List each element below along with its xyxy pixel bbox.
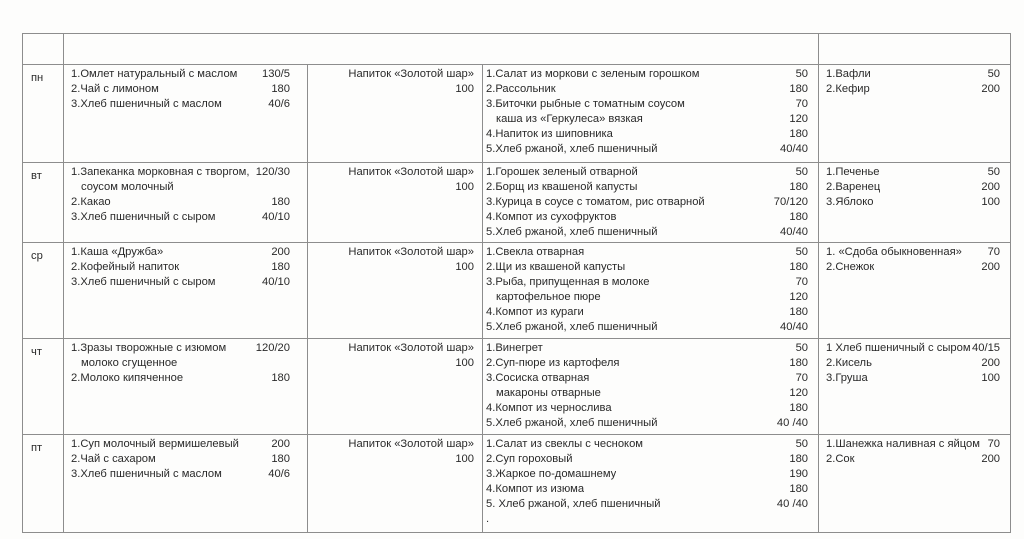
lunch-cell: [483, 65, 819, 163]
day-row: [23, 243, 1011, 339]
menu-item: [483, 482, 818, 497]
menu-item: [483, 225, 818, 240]
dish-name: 2.Чай с лимоном: [71, 83, 159, 95]
menu-item: [819, 341, 1010, 356]
dish-name: 2.Кисель: [826, 357, 872, 369]
menu-item: [483, 467, 818, 482]
dish-name: 2.Варенец: [826, 181, 881, 193]
menu-item: [483, 401, 818, 416]
dish-portion: 70: [795, 98, 809, 110]
dish-portion: 200: [271, 438, 290, 450]
menu-item: [483, 127, 818, 142]
menu-item: [819, 82, 1010, 97]
dish-name: 2.Сок: [826, 453, 855, 465]
dish-portion: 40/15: [972, 342, 1001, 354]
dish-portion: 50: [987, 68, 1001, 80]
dish-portion: 40/10: [262, 276, 290, 288]
dish-portion: 180: [271, 83, 290, 95]
snack-cell: [308, 65, 483, 163]
snack-name: Напиток «Золотой шар»: [348, 342, 474, 354]
day-label: чт: [23, 339, 64, 435]
menu-item: [483, 356, 818, 371]
dish-portion: 180: [271, 372, 290, 384]
dish-name: 3.Хлеб пшеничный с маслом: [71, 468, 222, 480]
dish-name: 5. Хлеб ржаной, хлеб пшеничный: [486, 498, 661, 510]
dish-name: 2.Молоко кипяченное: [71, 372, 184, 384]
snack-name: Напиток «Золотой шар»: [348, 246, 474, 258]
dish-portion: 40/6: [268, 468, 290, 480]
dish-name: 1.Салат из моркови с зеленым горошком: [486, 68, 700, 80]
dish-name: 4.Компот из сухофруктов: [486, 211, 617, 223]
dish-name: 1.Суп молочный вермишелевый: [71, 438, 239, 450]
snack-name: Напиток «Золотой шар»: [348, 68, 474, 80]
dish-portion: 120: [789, 387, 809, 399]
menu-item: [483, 497, 818, 512]
dish-name: 4.Напиток из шиповника: [486, 128, 613, 140]
menu-item: [483, 165, 818, 180]
dish-name: 1.Зразы творожные с изюмом: [71, 342, 227, 354]
menu-item: [64, 341, 307, 356]
dish-name: 2.Какао: [71, 196, 111, 208]
dish-portion: 40/40: [780, 143, 809, 155]
dish-name: 4.Компот из изюма: [486, 483, 585, 495]
header-row: [23, 34, 1011, 65]
dish-portion: 70: [795, 276, 809, 288]
afternoon-snack-cell: [819, 163, 1011, 243]
snack-cell: [308, 339, 483, 435]
afternoon-snack-cell: [819, 65, 1011, 163]
dish-name: 3.Биточки рыбные с томатным соусом: [486, 98, 685, 110]
dish-name: 1.Шанежка наливная с яйцом: [826, 438, 980, 450]
dish-portion: 120/20: [255, 342, 290, 354]
dish-name: 1. «Сдоба обыкновенная»: [826, 246, 962, 258]
dish-name: 1.Печенье: [826, 166, 880, 178]
dish-portion: 180: [789, 261, 809, 273]
dish-name: 3.Хлеб пшеничный с сыром: [71, 211, 216, 223]
dish-portion: 200: [981, 261, 1001, 273]
lunch-cell: [483, 339, 819, 435]
menu-item: [483, 290, 818, 305]
dish-name: 1.Каша «Дружба»: [71, 246, 164, 258]
menu-item: [64, 467, 307, 482]
dish-portion: 40/6: [268, 98, 290, 110]
dish-portion: 40 /40: [776, 498, 809, 510]
dish-name: 1.Запеканка морковная с творгом,: [71, 166, 250, 178]
lunch-cell: [483, 163, 819, 243]
weekly-menu-table: [22, 33, 1011, 533]
menu-item: [483, 371, 818, 386]
menu-item: [483, 320, 818, 335]
menu-item: [819, 260, 1010, 275]
dish-portion: 200: [981, 83, 1001, 95]
dish-portion: 70: [987, 438, 1001, 450]
dish-portion: 130/5: [262, 68, 290, 80]
menu-item: [64, 210, 307, 225]
dish-name: 2.Борщ из квашеной капусты: [486, 181, 638, 193]
dish-name: 5.Хлеб ржаной, хлеб пшеничный: [486, 143, 658, 155]
dish-name: 3.Хлеб пшеничный с маслом: [71, 98, 222, 110]
dish-name: 1.Свекла отварная: [486, 246, 585, 258]
menu-item: [483, 437, 818, 452]
dish-portion: 180: [789, 357, 809, 369]
dish-name: 4.Компот из чернослива: [486, 402, 612, 414]
menu-item: [819, 452, 1010, 467]
dish-portion: 50: [987, 166, 1001, 178]
dish-name: .: [486, 513, 490, 525]
menu-item: [819, 195, 1010, 210]
menu-item: [819, 165, 1010, 180]
header-day-cell: [23, 34, 64, 65]
dish-portion: 180: [789, 306, 809, 318]
day-row: [23, 163, 1011, 243]
dish-portion: 200: [981, 357, 1001, 369]
dish-name: 3.Рыба, припущенная в молоке: [486, 276, 650, 288]
menu-item: [483, 305, 818, 320]
dish-portion: 100: [981, 196, 1001, 208]
menu-item: [483, 386, 818, 401]
dish-name: картофельное пюре: [496, 291, 601, 303]
menu-item: [483, 142, 818, 157]
snack-portion: 100: [455, 83, 474, 95]
menu-item: [64, 165, 307, 180]
dish-name: соусом молочный: [81, 181, 174, 193]
menu-item: [64, 67, 307, 82]
dish-name: молоко сгущенное: [81, 357, 178, 369]
dish-name: 2.Щи из квашеной капусты: [486, 261, 626, 273]
menu-item: [483, 112, 818, 127]
menu-item: [483, 275, 818, 290]
day-label: пн: [23, 65, 64, 163]
dish-portion: 180: [789, 181, 809, 193]
dish-name: 3.Груша: [826, 372, 868, 384]
dish-portion: 200: [981, 453, 1001, 465]
menu-item: [483, 195, 818, 210]
dish-name: 2.Кофейный напиток: [71, 261, 180, 273]
dish-portion: 70/120: [773, 196, 809, 208]
snack-cell: [308, 435, 483, 533]
dish-portion: 200: [271, 246, 290, 258]
dish-portion: 180: [271, 196, 290, 208]
menu-item: [64, 452, 307, 467]
dish-name: 2.Суп-пюре из картофеля: [486, 357, 620, 369]
menu-item: [64, 180, 307, 195]
breakfast-cell: [64, 243, 308, 339]
breakfast-cell: [64, 339, 308, 435]
dish-portion: 50: [795, 342, 809, 354]
menu-item: [819, 67, 1010, 82]
menu-item: [819, 371, 1010, 386]
day-label: пт: [23, 435, 64, 533]
menu-item: [483, 67, 818, 82]
afternoon-snack-cell: [819, 435, 1011, 533]
lunch-cell: [483, 435, 819, 533]
dish-name: макароны отварные: [496, 387, 601, 399]
dish-name: 1 Хлеб пшеничный с сыром: [826, 342, 971, 354]
menu-item: [819, 356, 1010, 371]
day-row: [23, 65, 1011, 163]
snack-name: Напиток «Золотой шар»: [348, 166, 474, 178]
menu-item: [64, 275, 307, 290]
menu-item: [64, 260, 307, 275]
dish-name: 2.Чай с сахаром: [71, 453, 156, 465]
day-row: [23, 435, 1011, 533]
breakfast-cell: [64, 163, 308, 243]
dish-portion: 120: [789, 113, 809, 125]
dish-portion: 120: [789, 291, 809, 303]
afternoon-snack-cell: [819, 339, 1011, 435]
menu-item: [483, 416, 818, 431]
afternoon-snack-cell: [819, 243, 1011, 339]
snack-portion: 100: [455, 181, 474, 193]
dish-portion: 40/40: [780, 226, 809, 238]
dish-name: 2.Снежок: [826, 261, 875, 273]
dish-portion: 180: [789, 453, 809, 465]
dish-name: 2.Кефир: [826, 83, 870, 95]
day-row: [23, 339, 1011, 435]
day-label: вт: [23, 163, 64, 243]
menu-item: [819, 437, 1010, 452]
menu-item: [64, 97, 307, 112]
dish-name: 5.Хлеб ржаной, хлеб пшеничный: [486, 321, 658, 333]
day-label: ср: [23, 243, 64, 339]
dish-portion: 50: [795, 246, 809, 258]
menu-item: [819, 245, 1010, 260]
dish-name: 3.Хлеб пшеничный с сыром: [71, 276, 216, 288]
snack-portion: 100: [455, 453, 474, 465]
dish-portion: 40/10: [262, 211, 290, 223]
lunch-cell: [483, 243, 819, 339]
dish-portion: 50: [795, 438, 809, 450]
breakfast-cell: [64, 65, 308, 163]
header-last-cell: [819, 34, 1011, 65]
menu-item: [64, 82, 307, 97]
breakfast-cell: [64, 435, 308, 533]
dish-name: 2.Рассольник: [486, 83, 556, 95]
dish-name: 1.Горошек зеленый отварной: [486, 166, 638, 178]
dish-portion: 70: [795, 372, 809, 384]
dish-name: 2.Суп гороховый: [486, 453, 573, 465]
dish-portion: 180: [789, 211, 809, 223]
snack-portion: 100: [455, 357, 474, 369]
snack-name: Напиток «Золотой шар»: [348, 438, 474, 450]
dish-portion: 40/40: [780, 321, 809, 333]
menu-item: [819, 180, 1010, 195]
dish-portion: 190: [789, 468, 809, 480]
snack-portion: 100: [455, 261, 474, 273]
dish-portion: 180: [271, 453, 290, 465]
dish-portion: 120/30: [255, 166, 290, 178]
dish-portion: 70: [987, 246, 1001, 258]
dish-name: 1.Винегрет: [486, 342, 543, 354]
dish-name: 5.Хлеб ржаной, хлеб пшеничный: [486, 417, 658, 429]
dish-name: каша из «Геркулеса» вязкая: [496, 113, 643, 125]
menu-item: [64, 371, 307, 386]
dish-name: 3.Жаркое по-домашнему: [486, 468, 617, 480]
snack-cell: [308, 243, 483, 339]
dish-name: 1.Вафли: [826, 68, 871, 80]
dish-name: 4.Компот из кураги: [486, 306, 584, 318]
menu-item: [64, 437, 307, 452]
menu-item: [64, 356, 307, 371]
menu-item: [483, 452, 818, 467]
dish-name: 1.Салат из свеклы с чесноком: [486, 438, 643, 450]
menu-item: [64, 245, 307, 260]
menu-item: [483, 245, 818, 260]
snack-cell: [308, 163, 483, 243]
dish-portion: 50: [795, 166, 809, 178]
dish-portion: 180: [789, 128, 809, 140]
dish-portion: 40 /40: [776, 417, 809, 429]
menu-item: [483, 180, 818, 195]
dish-portion: 100: [981, 372, 1001, 384]
menu-item: [483, 260, 818, 275]
dish-portion: 180: [789, 83, 809, 95]
dish-name: 5.Хлеб ржаной, хлеб пшеничный: [486, 226, 658, 238]
menu-item: [483, 341, 818, 356]
dish-portion: 180: [271, 261, 290, 273]
menu-item: [64, 195, 307, 210]
dish-portion: 50: [795, 68, 809, 80]
dish-portion: 200: [981, 181, 1001, 193]
dish-name: 3.Сосиска отварная: [486, 372, 590, 384]
dish-name: 3.Яблоко: [826, 196, 874, 208]
menu-item: [483, 97, 818, 112]
header-merged-cell: [64, 34, 819, 65]
menu-item: [483, 210, 818, 225]
dish-portion: 180: [789, 402, 809, 414]
dish-name: 1.Омлет натуральный с маслом: [71, 68, 238, 80]
dish-portion: 180: [789, 483, 809, 495]
dish-name: 3.Курица в соусе с томатом, рис отварной: [486, 196, 705, 208]
menu-item: [483, 82, 818, 97]
menu-item: [483, 512, 818, 527]
